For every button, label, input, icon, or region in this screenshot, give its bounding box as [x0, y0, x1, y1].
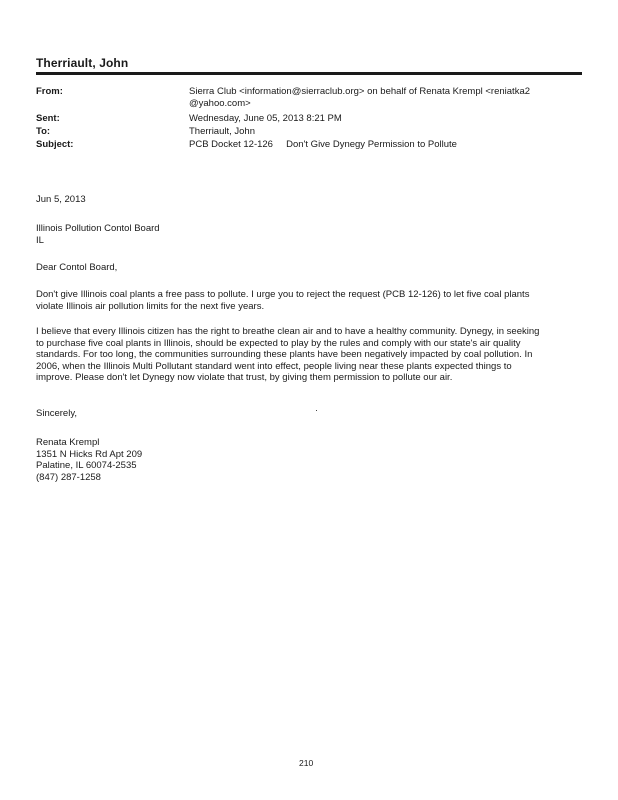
header-to-value: Therriault, John: [189, 126, 256, 137]
paragraph-line: Don't give Illinois coal plants a free pass to pollute. I urge you to reject the request (PCB 12-126) to let five coal plants: [36, 289, 530, 300]
header-subject-value: PCB Docket 12-126 Don't Give Dynegy Permission to Pollute: [189, 139, 457, 150]
sender-name: Therriault, John: [36, 56, 129, 70]
header-sent-value: Wednesday, June 05, 2013 8:21 PM: [189, 113, 342, 124]
salutation-text: Dear Contol Board,: [36, 262, 118, 273]
signature-line: 1351 N Hicks Rd Apt 209: [36, 448, 143, 460]
paragraph-1: [36, 289, 596, 312]
paragraph-line: to purchase five coal plants in Illinois, should be expected to play by the rules and comply with our state's air quality: [36, 337, 521, 349]
signature-line: Palatine, IL 60074-2535: [36, 460, 137, 472]
header-from-value: Sierra Club <information@sierraclub.org> on behalf of Renata Krempl <reniatka2 @yahoo.com>: [189, 86, 531, 109]
email-date-text: Jun 5, 2013: [36, 194, 86, 205]
closing-text: Sincerely,: [36, 408, 78, 419]
paragraph-line: I believe that every Illinois citizen has the right to breathe clean air and to have a healthy community. Dynegy, in seeking: [36, 326, 540, 337]
recipient-line: IL: [36, 234, 44, 246]
closing: [36, 408, 596, 420]
signature-line: (847) 287-1258: [36, 471, 101, 483]
header-rule: [36, 72, 582, 75]
paragraph-line: improve. Please don't let Dynegy now violate that trust, by giving them permission to pollute our air.: [36, 372, 453, 384]
salutation: [36, 262, 596, 274]
paragraph-line: 2006, when the Illinois Multi Pollutant standard went into effect, people living near these plants expected things to: [36, 360, 512, 372]
paragraph-line: violate Illinois air pollution limits for the next five years.: [36, 300, 265, 312]
header-from-label: From:: [36, 86, 63, 97]
signature-line: Renata Krempl: [36, 437, 100, 448]
header-to-label: To:: [36, 126, 51, 137]
paragraph-line: standards. For too long, the communities surrounding these plants have been negatively impacted by coal pollution. In: [36, 349, 533, 361]
signature-block: [36, 437, 596, 483]
page-number: 210: [299, 758, 314, 768]
header-subject-label: Subject:: [36, 139, 74, 150]
header-sent-label: Sent:: [36, 113, 60, 124]
email-date: [36, 194, 596, 206]
recipient-line: Illinois Pollution Contol Board: [36, 223, 160, 234]
recipient-block: [36, 223, 596, 246]
paragraph-2: [36, 326, 596, 384]
